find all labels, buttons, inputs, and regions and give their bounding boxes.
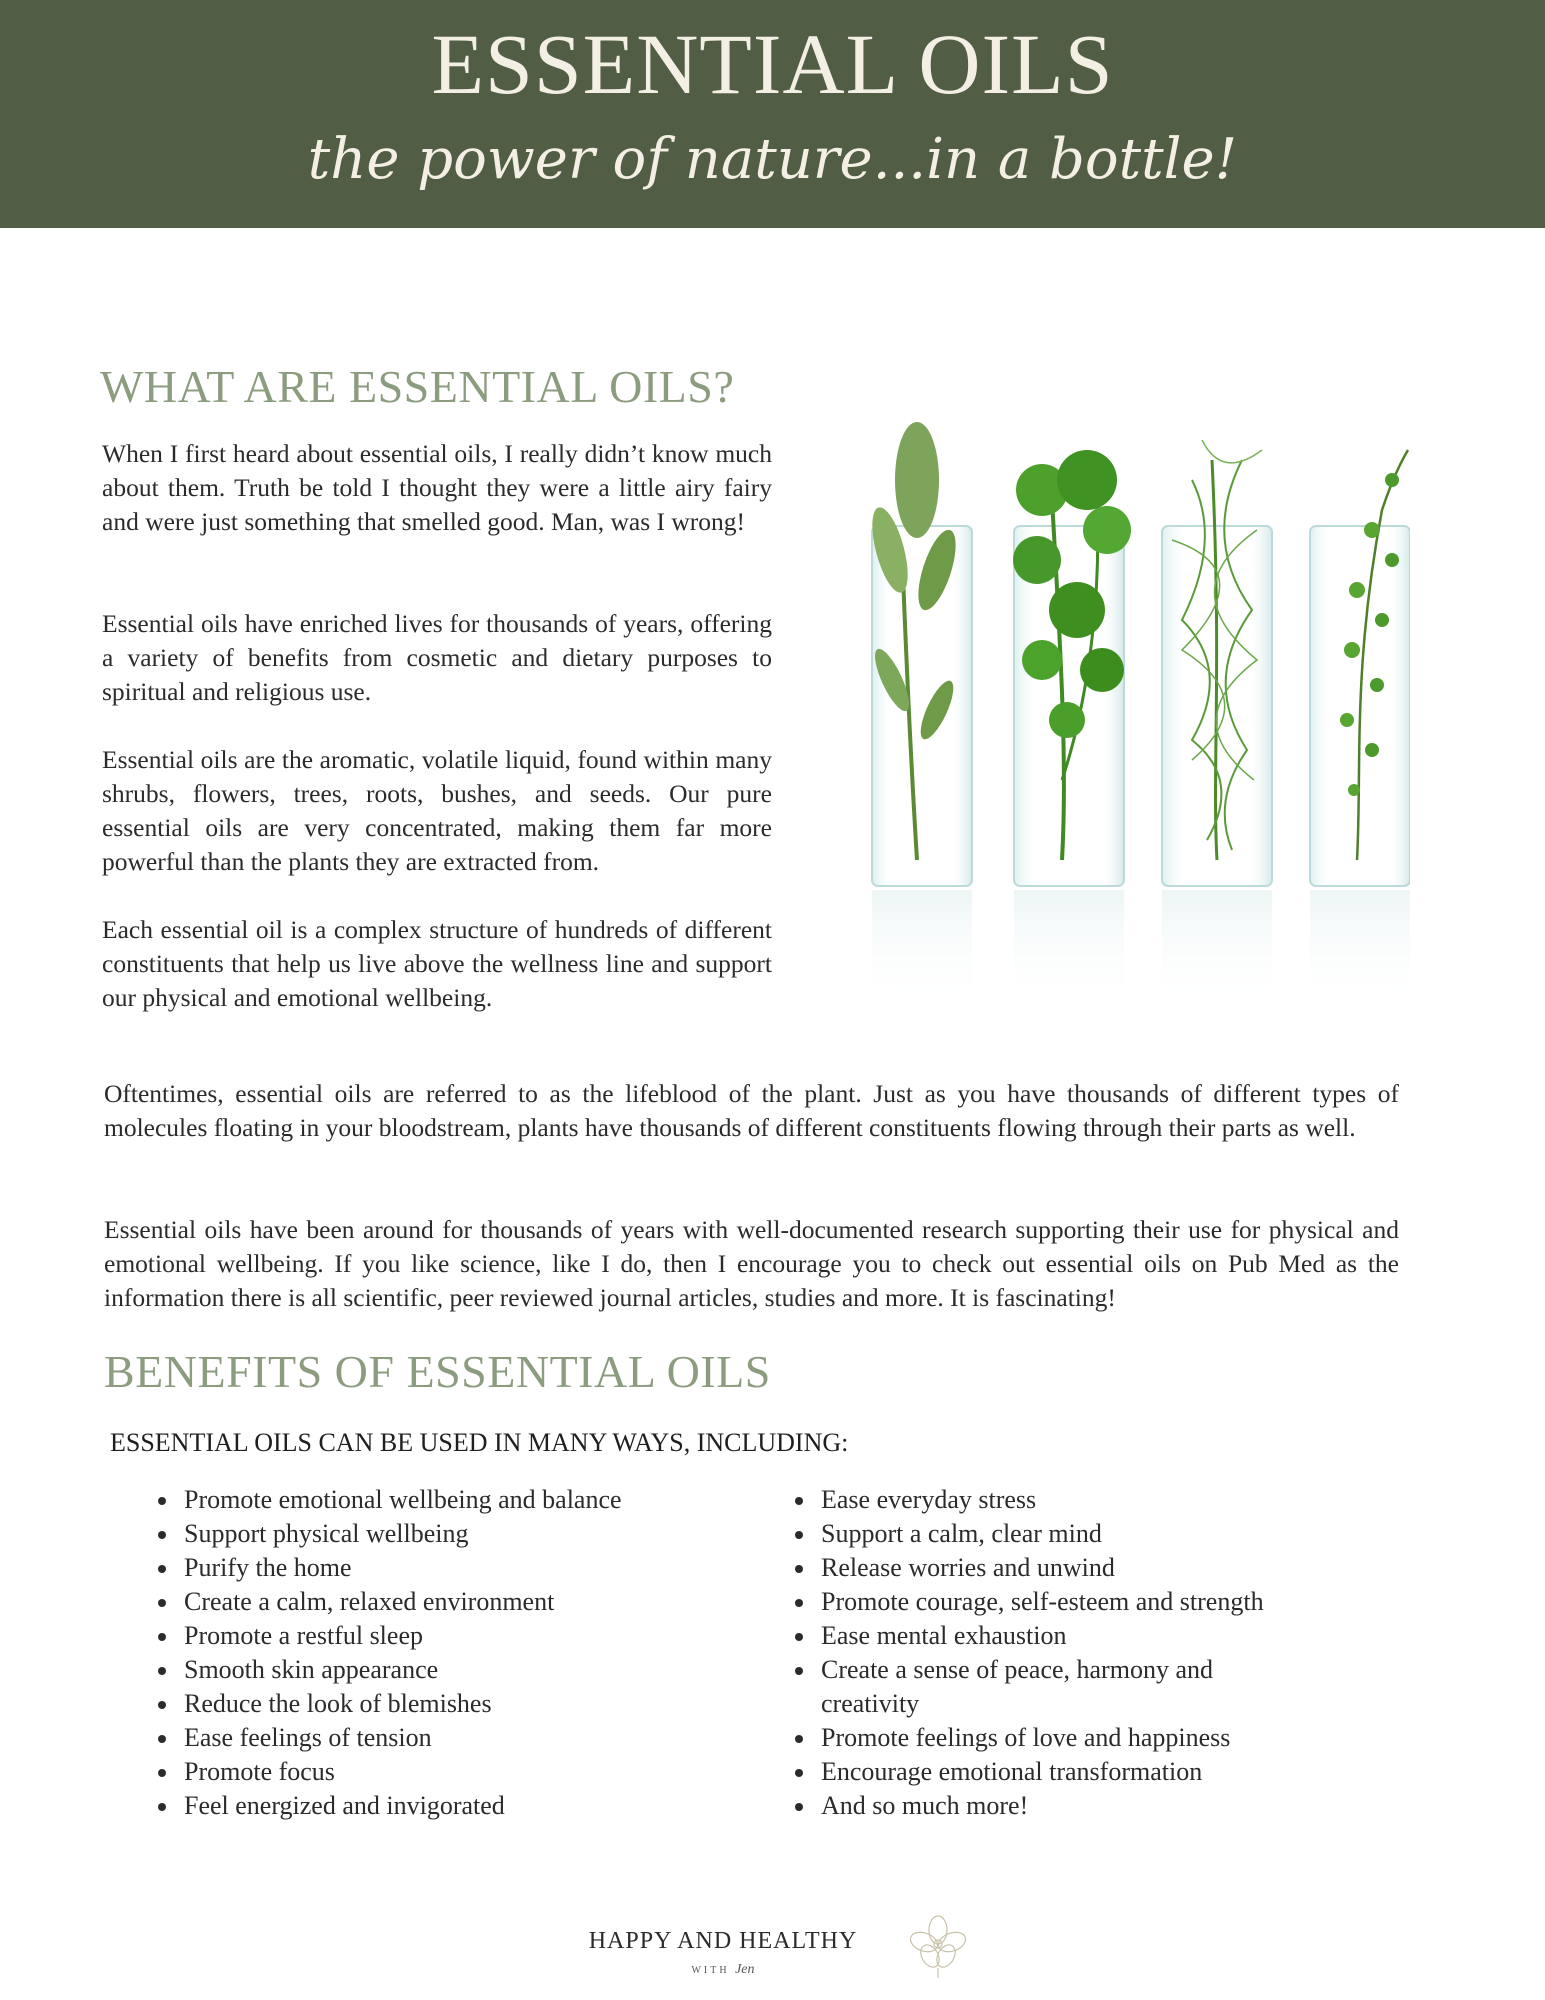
benefits-list-right bbox=[777, 1483, 1377, 1823]
list-item: • Release worries and unwind bbox=[817, 1551, 1377, 1585]
section-heading-what: WHAT ARE ESSENTIAL OILS? bbox=[100, 361, 735, 412]
list-item: • Ease everyday stress bbox=[817, 1483, 1377, 1517]
intro-paragraph-4: Each essential oil is a complex structure of hundreds of different constituents that help us live above the wellness line and support our physical and emotional wellbeing. bbox=[102, 915, 772, 1012]
list-item: • Purify the home bbox=[180, 1551, 740, 1585]
list-item: • Ease mental exhaustion bbox=[817, 1619, 1377, 1653]
list-item: • Reduce the look of blemishes bbox=[180, 1687, 740, 1721]
list-item: • Promote courage, self-esteem and strength bbox=[817, 1585, 1377, 1619]
list-item: • Promote feelings of love and happiness bbox=[817, 1721, 1377, 1755]
list-item: • And so much more! bbox=[817, 1789, 1377, 1823]
glass-dill bbox=[1162, 440, 1272, 1010]
footer-with: WITH Jen bbox=[691, 1962, 755, 1977]
list-item: • Promote emotional wellbeing and balance bbox=[180, 1483, 740, 1517]
header-banner bbox=[0, 0, 1545, 228]
list-item: • Support physical wellbeing bbox=[180, 1517, 740, 1551]
list-item: • Encourage emotional transformation bbox=[817, 1755, 1377, 1789]
flower-logo-icon bbox=[908, 1910, 968, 1980]
list-item: • Smooth skin appearance bbox=[180, 1653, 740, 1687]
wide-paragraph-2: Essential oils have been around for thousands of years with well-documented research supporting their use for physical and emotional wellbeing. If you like science, like I do, then I encourage you to check out essential oils on Pub Med as the information there is all scientific, peer reviewed journal articles, studies and more. It is fascinating! bbox=[104, 1215, 1399, 1312]
wide-paragraph-1: Oftentimes, essential oils are referred to as the lifeblood of the plant. Just as you have thousands of different types of molecules floating in your bloodstream, plants have thousands of different constituents flowing through their parts as well. bbox=[104, 1079, 1399, 1142]
glass-sage bbox=[865, 422, 972, 1010]
list-item: • Promote a restful sleep bbox=[180, 1619, 740, 1653]
list-item: • Promote focus bbox=[180, 1755, 740, 1789]
benefits-list-left bbox=[140, 1483, 740, 1823]
list-item: • Create a sense of peace, harmony and creativity bbox=[817, 1653, 1291, 1721]
benefits-subheading: ESSENTIAL OILS CAN BE USED IN MANY WAYS, INCLUDING: bbox=[110, 1428, 849, 1457]
herbs-in-glasses-image bbox=[862, 420, 1410, 1040]
list-item: • Ease feelings of tension bbox=[180, 1721, 740, 1755]
intro-paragraph-3: Essential oils are the aromatic, volatile liquid, found within many shrubs, flowers, trees, roots, bushes, and seeds. Our pure essential oils are very concentrated, making them far more powerful than the plants they are extracted from. bbox=[102, 745, 772, 876]
glass-thyme bbox=[1310, 450, 1410, 1010]
intro-paragraph-2: Essential oils have enriched lives for thousands of years, offering a variety of benefits from cosmetic and dietary purposes to spiritual and religious use. bbox=[102, 609, 772, 706]
section-heading-benefits: BENEFITS OF ESSENTIAL OILS bbox=[104, 1346, 771, 1397]
list-item: • Create a calm, relaxed environment bbox=[180, 1585, 740, 1619]
list-item: • Support a calm, clear mind bbox=[817, 1517, 1377, 1551]
intro-paragraph-1: When I first heard about essential oils, I really didn’t know much about them. Truth be told I thought they were a little airy fairy and were just something that smelled good. Man, was I wrong! bbox=[102, 439, 772, 536]
page-tagline: the power of nature...in a bottle! bbox=[307, 127, 1238, 192]
glass-parsley bbox=[1013, 450, 1131, 1010]
page-title: ESSENTIAL OILS bbox=[431, 16, 1114, 112]
list-item: • Feel energized and invigorated bbox=[180, 1789, 740, 1823]
footer-brand: HAPPY AND HEALTHY bbox=[588, 1928, 858, 1954]
